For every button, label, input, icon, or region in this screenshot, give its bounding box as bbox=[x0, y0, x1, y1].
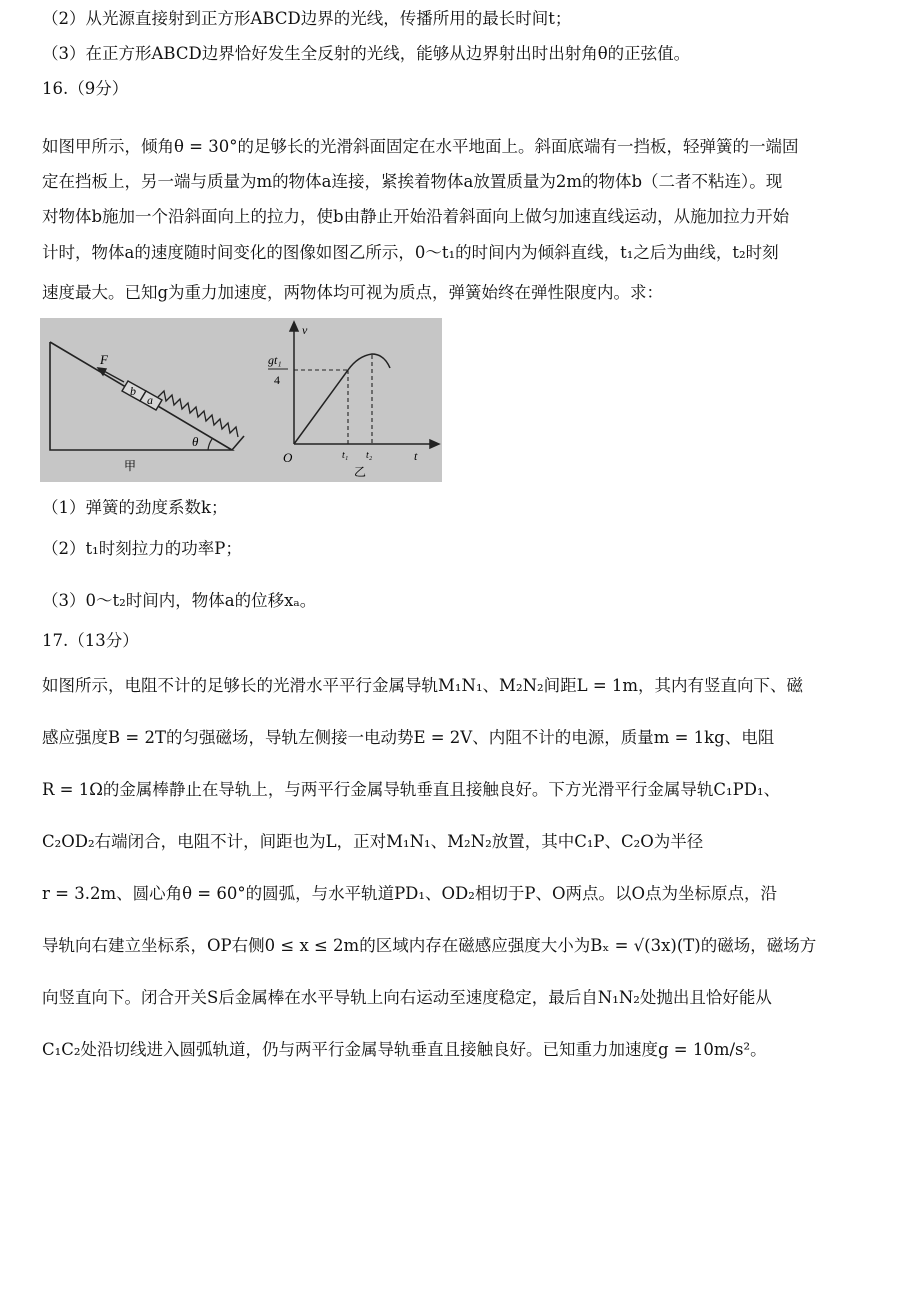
q15-sub3: （3）在正方形ABCD边界恰好发生全反射的光线，能够从边界射出时出射角θ的正弦值。 bbox=[42, 44, 691, 63]
q16-sub1: （1）弹簧的劲度系数k； bbox=[42, 498, 228, 517]
q17-line-6: 导轨向右建立坐标系，OP右侧0 ≤ x ≤ 2m的区域内存在磁感应强度大小为Bₓ = √(3x)(T)的磁场，磁场方 bbox=[42, 936, 817, 955]
q15-sub2: （2）从光源直接射到正方形ABCD边界的光线，传播所用的最长时间t； bbox=[42, 9, 572, 28]
q16-para-line-5: 速度最大。已知g为重力加速度，两物体均可视为质点，弹簧始终在弹性限度内。求： bbox=[42, 283, 664, 302]
q17-line-4: C₂OD₂右端闭合，电阻不计，间距也为L，正对M₁N₁、M₂N₂放置，其中C₁P、C₂O为半径 bbox=[42, 832, 704, 851]
q16-para-line-1: 如图甲所示，倾角θ = 30°的足够长的光滑斜面固定在水平地面上。斜面底端有一挡板，轻弹簧的一端固 bbox=[42, 137, 799, 156]
q17-line-2: 感应强度B = 2T的匀强磁场，导轨左侧接一电动势E = 2V、内阻不计的电源，质量m = 1kg、电阻 bbox=[42, 728, 775, 747]
force-arrow bbox=[98, 368, 124, 382]
figure-yi-caption: 乙 bbox=[354, 465, 367, 479]
q16-para-line-3: 对物体b施加一个沿斜面向上的拉力，使b由静止开始沿着斜面向上做匀加速直线运动，从施加拉力开始 bbox=[42, 207, 790, 226]
axis-v-label: v bbox=[302, 323, 308, 337]
q16-para-line-4: 计时，物体a的速度随时间变化的图像如图乙所示，0～t₁的时间内为倾斜直线，t₁之后为曲线，t₂时刻 bbox=[42, 243, 779, 262]
block-b-label: b bbox=[130, 384, 136, 398]
q16-figure bbox=[40, 318, 442, 482]
denominator-label: 4 bbox=[274, 373, 280, 387]
t1-tick-label: t₁ bbox=[342, 450, 349, 461]
q16-sub2: （2）t₁时刻拉力的功率P； bbox=[42, 539, 242, 558]
figure-jia-caption: 甲 bbox=[124, 459, 137, 473]
axis-t-label: t bbox=[414, 449, 418, 463]
q17-line-3: R = 1Ω的金属棒静止在导轨上，与两平行金属导轨垂直且接触良好。下方光滑平行金属导轨C₁PD₁、 bbox=[42, 780, 781, 799]
q17-line-5: r = 3.2m、圆心角θ = 60°的圆弧，与水平轨道PD₁、OD₂相切于P、O两点。以O点为坐标原点，沿 bbox=[42, 884, 778, 903]
angle-arc bbox=[208, 439, 212, 450]
figure-yi-axes bbox=[290, 322, 439, 448]
dashed-guides bbox=[294, 355, 372, 444]
q17-line-7: 向竖直向下。闭合开关S后金属棒在水平导轨上向右运动至速度稳定，最后自N₁N₂处抛出且恰好能从 bbox=[42, 988, 772, 1007]
velocity-curve bbox=[348, 354, 390, 370]
angle-theta-label: θ bbox=[192, 434, 199, 449]
force-label: F bbox=[100, 352, 108, 367]
origin-label: O bbox=[283, 450, 293, 465]
t2-tick-label: t₂ bbox=[366, 450, 373, 461]
q16-para-line-2: 定在挡板上，另一端与质量为m的物体a连接，紧挨着物体a放置质量为2m的物体b（二者不粘连）。现 bbox=[42, 172, 783, 191]
q17-line-8: C₁C₂处沿切线进入圆弧轨道，仍与两平行金属导轨垂直且接触良好。已知重力加速度g = 10m/s²。 bbox=[42, 1040, 767, 1059]
block-a-label: a bbox=[147, 393, 153, 407]
gt1-label: gt₁ bbox=[268, 353, 282, 367]
q17-header: 17.（13分） bbox=[42, 631, 139, 650]
q17-line-1: 如图所示，电阻不计的足够长的光滑水平平行金属导轨M₁N₁、M₂N₂间距L = 1m，其内有竖直向下、磁 bbox=[42, 676, 804, 695]
velocity-line bbox=[294, 370, 348, 444]
q16-sub3: （3）0～t₂时间内，物体a的位移xₐ。 bbox=[42, 591, 317, 610]
q16-header: 16.（9分） bbox=[42, 79, 129, 98]
q16-figure-svg bbox=[40, 318, 442, 482]
